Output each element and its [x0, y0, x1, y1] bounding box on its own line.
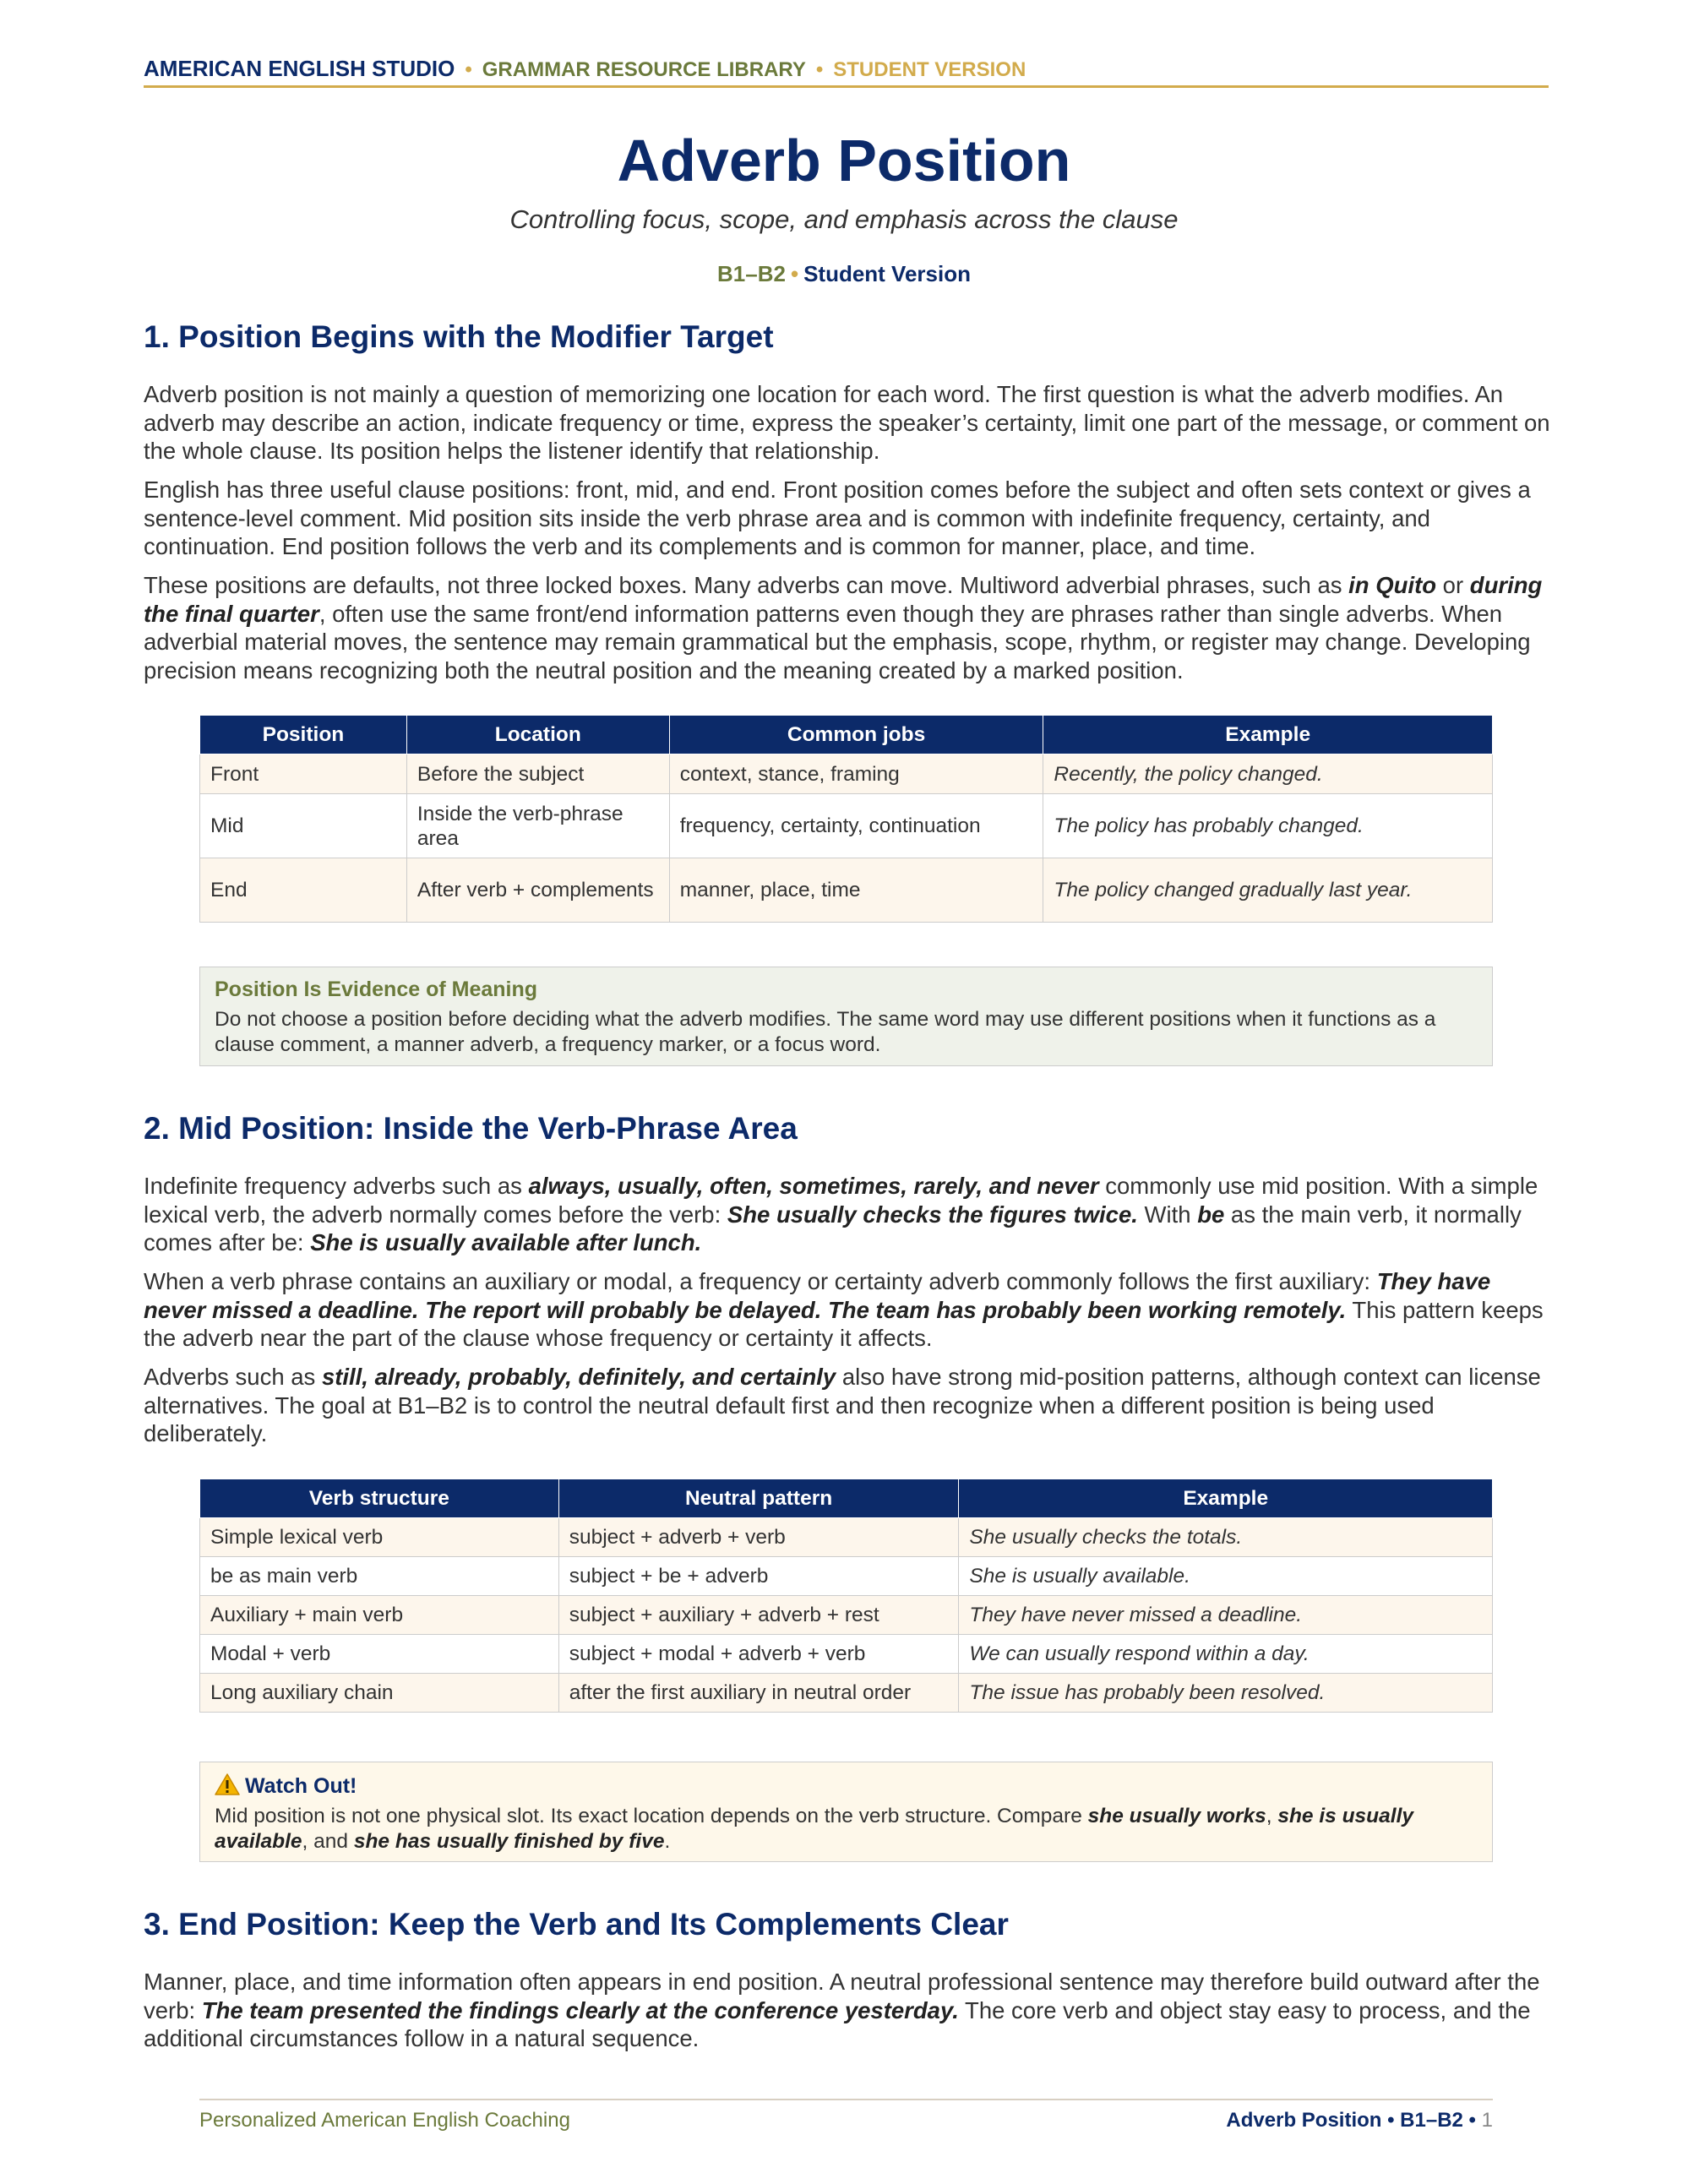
- emphasis: be: [1197, 1201, 1225, 1228]
- table-cell: after the first auxiliary in neutral order: [558, 1674, 959, 1713]
- table-header-row: [200, 1479, 1493, 1518]
- table-cell: frequency, certainty, continuation: [669, 794, 1043, 858]
- table-cell: She is usually available.: [959, 1557, 1493, 1596]
- positions-table: [199, 715, 1493, 923]
- page-number: 1: [1481, 2109, 1493, 2132]
- table-cell: She usually checks the totals.: [959, 1518, 1493, 1557]
- table-cell: manner, place, time: [669, 858, 1043, 923]
- table-row: [200, 858, 1493, 923]
- table-cell: After verb + complements: [406, 858, 669, 923]
- table-cell: Recently, the policy changed.: [1043, 754, 1493, 794]
- level-line: [0, 261, 1688, 287]
- section-1-paragraph-2: English has three useful clause positions: front, mid, and end. Front position comes before the subject and often sets context or gives a sentence-level comment. Mid position sits inside the verb phrase area and is common with indefinite frequency, certainty, and continuation. End position follows the verb and its complements and is common for manner, place, and time.: [144, 477, 1531, 560]
- table-cell: Long auxiliary chain: [200, 1674, 559, 1713]
- level-separator: •: [790, 261, 799, 286]
- page-footer: [199, 2099, 1493, 2132]
- section-2-heading: 2. Mid Position: Inside the Verb-Phrase Area: [144, 1111, 798, 1146]
- header-library: GRAMMAR RESOURCE LIBRARY: [482, 58, 806, 81]
- table-header-row: [200, 716, 1493, 754]
- section-2-paragraph-2: When a verb phrase contains an auxiliary or modal, a frequency or certainty adverb commonly follows the first auxiliary: They have never missed a deadline. The report will probably be delayed. The team has probably been working remotely. This pattern keeps the adverb near the part of the clause whose frequency or certainty it affects.: [144, 1268, 1544, 1352]
- section-3-paragraph-1: Manner, place, and time information often appears in end position. A neutral professional sentence may therefore build outward after the verb: The team presented the findings clearly at the conference yesterday. The core verb and object stay easy to process, and the additional circumstances follow in a natural sequence.: [144, 1969, 1540, 2052]
- header-separator: •: [465, 58, 472, 81]
- header-strip: [144, 56, 1549, 88]
- header-version: STUDENT VERSION: [833, 58, 1026, 81]
- column-header: Example: [959, 1479, 1493, 1518]
- callout-body: Mid position is not one physical slot. Its exact location depends on the verb structure. Compare she usually works, she is usually available, and she has usually finished by five.: [215, 1805, 1414, 1853]
- emphasis: still, already, probably, definitely, and certainly: [321, 1364, 836, 1390]
- callout-title: Position Is Evidence of Meaning: [215, 978, 538, 1001]
- table-row: [200, 1596, 1493, 1635]
- section-2-paragraph-3: Adverbs such as still, already, probably, definitely, and certainly also have strong mid-position patterns, although context can license alternatives. The goal at B1–B2 is to control the neutral default first and then recognize when a different position is being used deliberately.: [144, 1364, 1541, 1447]
- table-row: [200, 1557, 1493, 1596]
- emphasis: she has usually finished by five: [353, 1830, 665, 1853]
- table-cell: Mid: [200, 794, 407, 858]
- emphasis: during the final quarter: [144, 572, 1543, 627]
- table-cell: We can usually respond within a day.: [959, 1635, 1493, 1674]
- page-title: Adverb Position: [617, 128, 1071, 193]
- table-cell: End: [200, 858, 407, 923]
- column-header: Common jobs: [669, 716, 1043, 754]
- watch-out-callout: [199, 1762, 1493, 1862]
- table-cell: subject + adverb + verb: [558, 1518, 959, 1557]
- table-cell: The policy changed gradually last year.: [1043, 858, 1493, 923]
- section-2-paragraph-1: Indefinite frequency adverbs such as always, usually, often, sometimes, rarely, and never commonly use mid position. With a simple lexical verb, the adverb normally comes before the verb: She usually checks the figures twice. With be as the main verb, it normally comes after be: She is usually available after lunch.: [144, 1173, 1538, 1256]
- table-cell: The policy has probably changed.: [1043, 794, 1493, 858]
- callout-body: Do not choose a position before deciding what the adverb modifies. The same word may use different positions when it functions as a clause comment, a manner adverb, a frequency marker, or a focus word.: [215, 1008, 1436, 1056]
- emphasis: She usually checks the figures twice.: [727, 1201, 1138, 1228]
- table-cell: context, stance, framing: [669, 754, 1043, 794]
- section-1-paragraph-1: Adverb position is not mainly a question of memorizing one location for each word. The first question is what the adverb modifies. An adverb may describe an action, indicate frequency or time, express the speaker’s certainty, limit one part of the message, or comment on the whole clause. Its position helps the listener identify that relationship.: [144, 381, 1550, 465]
- table-cell: subject + auxiliary + adverb + rest: [558, 1596, 959, 1635]
- footer-right: Adverb Position • B1–B2 • 1: [1226, 2109, 1493, 2132]
- table-cell: subject + be + adverb: [558, 1557, 959, 1596]
- table-cell: Simple lexical verb: [200, 1518, 559, 1557]
- emphasis: The team presented the findings clearly at the conference yesterday.: [201, 1996, 959, 2023]
- table-cell: Before the subject: [406, 754, 669, 794]
- table-cell: The issue has probably been resolved.: [959, 1674, 1493, 1713]
- table-cell: Modal + verb: [200, 1635, 559, 1674]
- column-header: Verb structure: [200, 1479, 559, 1518]
- table-row: [200, 1518, 1493, 1557]
- emphasis: She is usually available after lunch.: [310, 1229, 702, 1256]
- table-cell: be as main verb: [200, 1557, 559, 1596]
- page-subtitle: Controlling focus, scope, and emphasis across the clause: [509, 204, 1179, 234]
- table-cell: Front: [200, 754, 407, 794]
- level-range: B1–B2: [717, 261, 786, 286]
- table-row: [200, 754, 1493, 794]
- table-cell: Inside the verb-phrase area: [406, 794, 669, 858]
- table-row: [200, 1635, 1493, 1674]
- emphasis: always, usually, often, sometimes, rarely, and never: [528, 1173, 1099, 1199]
- table-cell: Auxiliary + main verb: [200, 1596, 559, 1635]
- footer-left: Personalized American English Coaching: [199, 2109, 570, 2132]
- section-1-paragraph-3: These positions are defaults, not three locked boxes. Many adverbs can move. Multiword adverbial phrases, such as in Quito or during the final quarter, often use the same front/end information patterns even though they are phrases rather than single adverbs. When adverbial material moves, the sentence may remain grammatical but the emphasis, scope, rhythm, or register may change. Developing precision means recognizing both the neutral position and the meaning created by a marked position.: [144, 572, 1543, 684]
- emphasis: in Quito: [1348, 572, 1437, 598]
- table-row: [200, 794, 1493, 858]
- table-row: [200, 1674, 1493, 1713]
- emphasis: They have never missed a deadline. The report will probably be delayed. The team has probably been working remotely.: [144, 1268, 1491, 1323]
- header-brand: AMERICAN ENGLISH STUDIO: [144, 56, 455, 81]
- warning-icon: [215, 1773, 240, 1796]
- meaning-callout: [199, 967, 1493, 1066]
- level-label: Student Version: [803, 261, 971, 286]
- section-1-heading: 1. Position Begins with the Modifier Target: [144, 319, 774, 354]
- callout-title: Watch Out!: [215, 1773, 1478, 1799]
- emphasis: she is usually available: [215, 1805, 1414, 1853]
- table-cell: They have never missed a deadline.: [959, 1596, 1493, 1635]
- verb-structure-table: [199, 1479, 1493, 1713]
- emphasis: she usually works: [1087, 1805, 1266, 1827]
- column-header: Location: [406, 716, 669, 754]
- column-header: Neutral pattern: [558, 1479, 959, 1518]
- header-separator: •: [815, 58, 824, 81]
- column-header: Position: [200, 716, 407, 754]
- table-cell: subject + modal + adverb + verb: [558, 1635, 959, 1674]
- section-3-heading: 3. End Position: Keep the Verb and Its Complements Clear: [144, 1907, 1009, 1942]
- column-header: Example: [1043, 716, 1493, 754]
